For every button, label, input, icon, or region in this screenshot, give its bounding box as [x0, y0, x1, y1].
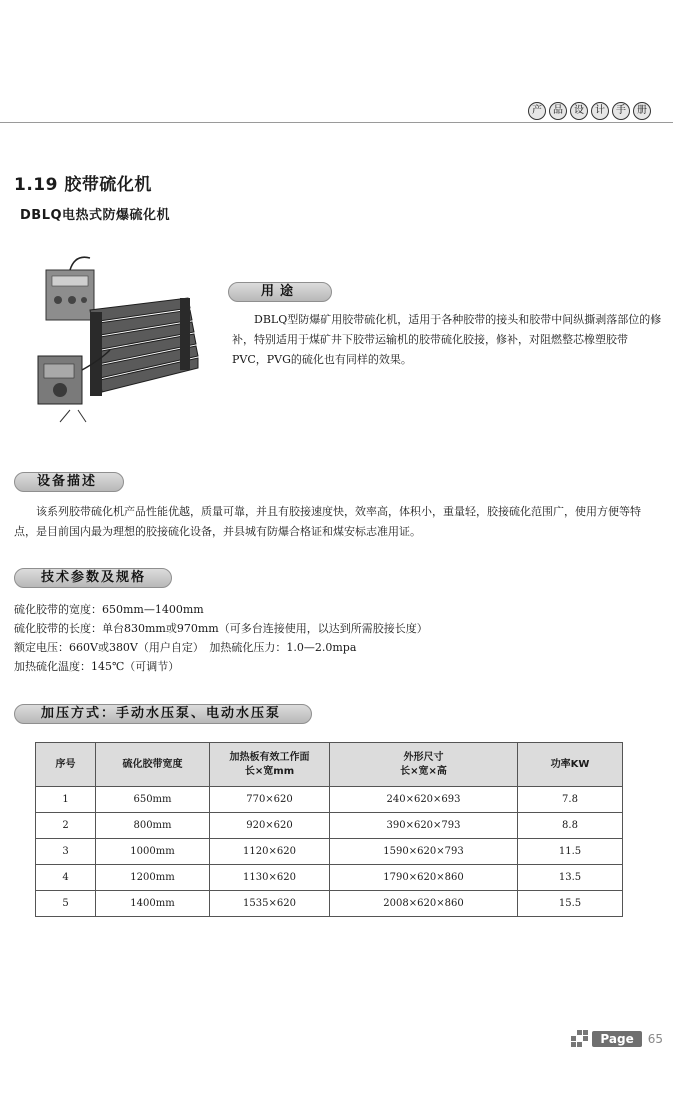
- table-cell: 2: [36, 813, 96, 839]
- section-subtitle: DBLQ电热式防爆硫化机: [20, 208, 171, 223]
- usage-text: DBLQ型防爆矿用胶带硫化机，适用于各种胶带的接头和胶带中间纵撕剥落部位的修补，特别适用于煤矿井下胶带运输机的胶带硫化胶接，修补，对阻燃整芯橡塑胶带PVC，PVG的硫化也有同样的效果。: [232, 313, 662, 366]
- table-cell: 4: [36, 865, 96, 891]
- header-char: 产: [528, 102, 546, 120]
- param-line: 额定电压：660V或380V（用户自定） 加热硫化压力：1.0—2.0mpa: [14, 641, 357, 654]
- header-divider: [0, 122, 673, 123]
- table-cell: 240×620×693: [330, 787, 518, 813]
- page-label: Page: [592, 1031, 641, 1047]
- pressure-label: 加压方式：手动水压泵、电动水压泵: [14, 704, 312, 724]
- table-cell: 1535×620: [210, 891, 330, 917]
- table-cell: 800mm: [96, 813, 210, 839]
- table-cell: 770×620: [210, 787, 330, 813]
- section-title: 1.19 胶带硫化机: [14, 175, 152, 195]
- usage-label: 用途: [228, 282, 332, 302]
- table-row: [36, 787, 623, 813]
- page-footer: [571, 1030, 663, 1047]
- table-cell: 8.8: [518, 813, 623, 839]
- table-row: [36, 865, 623, 891]
- column-header: 加热板有效工作面 长×宽mm: [210, 743, 330, 787]
- description-label: 设备描述: [14, 472, 124, 492]
- table-cell: 3: [36, 839, 96, 865]
- header-char: 手: [612, 102, 630, 120]
- header-char: 计: [591, 102, 609, 120]
- table-cell: 15.5: [518, 891, 623, 917]
- header-title: [528, 102, 651, 120]
- page-number: 65: [647, 1031, 663, 1046]
- table-cell: 1130×620: [210, 865, 330, 891]
- table-cell: 2008×620×860: [330, 891, 518, 917]
- table-cell: 650mm: [96, 787, 210, 813]
- param-line: 加热硫化温度：145℃（可调节）: [14, 660, 180, 673]
- header-char: 册: [633, 102, 651, 120]
- product-image: [30, 250, 200, 425]
- spec-table: [35, 742, 623, 917]
- params-list: [14, 600, 428, 676]
- table-cell: 920×620: [210, 813, 330, 839]
- table-cell: 1590×620×793: [330, 839, 518, 865]
- param-line: 硫化胶带的宽度：650mm—1400mm: [14, 603, 204, 616]
- param-line: 硫化胶带的长度：单台830mm或970mm（可多台连接使用，以达到所需胶接长度）: [14, 622, 428, 635]
- column-header: 硫化胶带宽度: [96, 743, 210, 787]
- table-cell: 390×620×793: [330, 813, 518, 839]
- table-cell: 7.8: [518, 787, 623, 813]
- table-row: [36, 813, 623, 839]
- table-cell: 1: [36, 787, 96, 813]
- table-cell: 1000mm: [96, 839, 210, 865]
- table-cell: 11.5: [518, 839, 623, 865]
- table-cell: 13.5: [518, 865, 623, 891]
- column-header: 功率KW: [518, 743, 623, 787]
- table-row: [36, 891, 623, 917]
- table-header-row: [36, 743, 623, 787]
- header-char: 品: [549, 102, 567, 120]
- description-text: 该系列胶带硫化机产品性能优越，质量可靠，并且有胶接速度快，效率高，体积小，重量轻，胶接硫化范围广，使用方便等特点，是目前国内最为理想的胶接硫化设备，并县城有防爆合格证和煤安标志准用证。: [14, 505, 641, 538]
- column-header: 外形尺寸 长×宽×高: [330, 743, 518, 787]
- table-cell: 5: [36, 891, 96, 917]
- decorative-squares-icon: [571, 1030, 588, 1047]
- table-row: [36, 839, 623, 865]
- column-header: 序号: [36, 743, 96, 787]
- table-cell: 1120×620: [210, 839, 330, 865]
- params-label: 技术参数及规格: [14, 568, 172, 588]
- table-cell: 1200mm: [96, 865, 210, 891]
- header-char: 设: [570, 102, 588, 120]
- table-cell: 1400mm: [96, 891, 210, 917]
- table-cell: 1790×620×860: [330, 865, 518, 891]
